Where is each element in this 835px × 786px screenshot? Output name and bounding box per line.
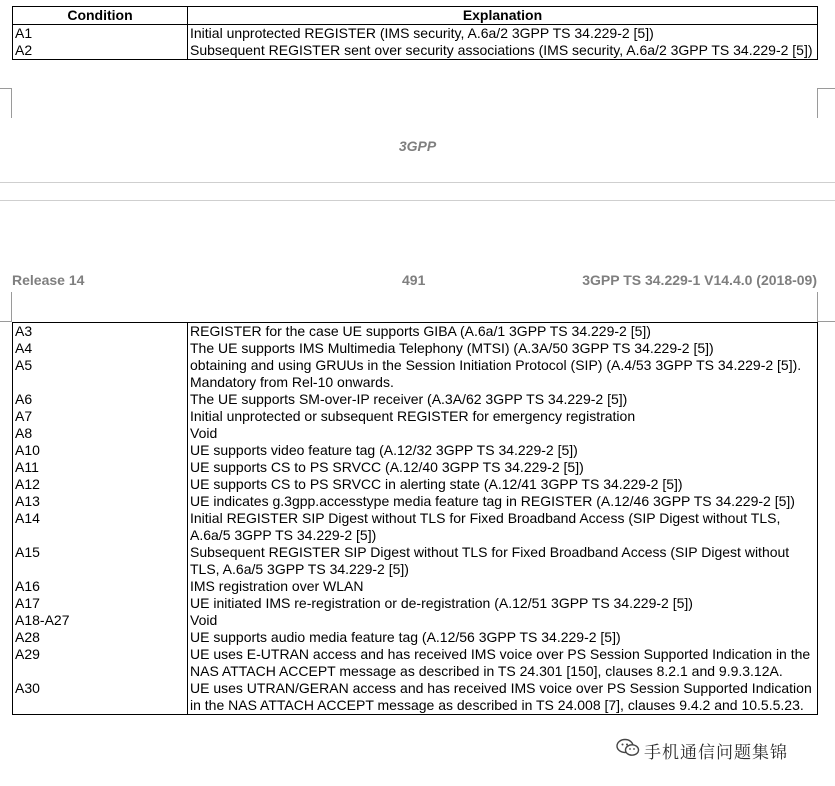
explanation-cell: UE indicates g.3gpp.accesstype media feature tag in REGISTER (A.12/46 3GPP TS 34.229-2 [5]) (188, 493, 818, 510)
header-explanation: Explanation (188, 7, 818, 25)
explanation-cell: The UE supports IMS Multimedia Telephony (MTSI) (A.3A/50 3GPP TS 34.229-2 [5]) (188, 340, 818, 357)
explanation-cell: Void (188, 425, 818, 442)
table-row (13, 408, 818, 425)
condition-cell: A4 (13, 340, 188, 357)
condition-cell: A13 (13, 493, 188, 510)
condition-cell: A12 (13, 476, 188, 493)
condition-cell: A30 (13, 680, 188, 715)
table-row (13, 476, 818, 493)
condition-cell: A18-A27 (13, 612, 188, 629)
explanation-cell: IMS registration over WLAN (188, 578, 818, 595)
explanation-cell: obtaining and using GRUUs in the Session Initiation Protocol (SIP) (A.4/53 3GPP TS 34.229-2 [5]). Mandatory from Rel-10 onwards. (188, 357, 818, 391)
table-row (13, 25, 818, 43)
explanation-cell: UE supports video feature tag (A.12/32 3GPP TS 34.229-2 [5]) (188, 442, 818, 459)
condition-cell: A11 (13, 459, 188, 476)
watermark-text: 手机通信问题集锦 (644, 742, 788, 762)
table-row (13, 493, 818, 510)
condition-cell: A5 (13, 357, 188, 391)
table-row (13, 340, 818, 357)
table-row (13, 323, 818, 341)
condition-cell: A1 (13, 25, 188, 43)
header-release: Release 14 (12, 272, 85, 288)
explanation-cell: Initial unprotected or subsequent REGISTER for emergency registration (188, 408, 818, 425)
table-row (13, 425, 818, 442)
table-row (13, 510, 818, 544)
explanation-cell: Initial unprotected REGISTER (IMS security, A.6a/2 3GPP TS 34.229-2 [5]) (188, 25, 818, 43)
explanation-cell: UE supports audio media feature tag (A.12/56 3GPP TS 34.229-2 [5]) (188, 629, 818, 646)
crop-mark (817, 292, 835, 322)
condition-cell: A3 (13, 323, 188, 341)
conditions-table-bottom (12, 322, 818, 715)
crop-mark (0, 292, 12, 322)
explanation-cell: UE supports CS to PS SRVCC in alerting state (A.12/41 3GPP TS 34.229-2 [5]) (188, 476, 818, 493)
crop-mark (0, 88, 12, 118)
table-row (13, 391, 818, 408)
condition-cell: A16 (13, 578, 188, 595)
page-header (12, 272, 817, 292)
explanation-cell: UE initiated IMS re-registration or de-registration (A.12/51 3GPP TS 34.229-2 [5]) (188, 595, 818, 612)
header-spec-title: 3GPP TS 34.229-1 V14.4.0 (2018-09) (582, 272, 817, 288)
table-row (13, 459, 818, 476)
wechat-logo-icon (616, 738, 640, 763)
table-row (13, 442, 818, 459)
explanation-cell: Subsequent REGISTER sent over security associations (IMS security, A.6a/2 3GPP TS 34.229-2 [5]) (188, 42, 818, 60)
explanation-cell: Subsequent REGISTER SIP Digest without TLS for Fixed Broadband Access (SIP Digest without TLS, A.6a/5 3GPP TS 34.229-2 [5]) (188, 544, 818, 578)
condition-cell: A17 (13, 595, 188, 612)
condition-cell: A29 (13, 646, 188, 680)
table-row (13, 629, 818, 646)
table-row (13, 544, 818, 578)
page-divider (0, 182, 835, 183)
crop-mark (817, 88, 835, 118)
condition-cell: A15 (13, 544, 188, 578)
condition-cell: A10 (13, 442, 188, 459)
explanation-cell: The UE supports SM-over-IP receiver (A.3A/62 3GPP TS 34.229-2 [5]) (188, 391, 818, 408)
explanation-cell: UE supports CS to PS SRVCC (A.12/40 3GPP TS 34.229-2 [5]) (188, 459, 818, 476)
table-header-row (13, 7, 818, 25)
explanation-cell: Initial REGISTER SIP Digest without TLS for Fixed Broadband Access (SIP Digest without TLS, A.6a/5 3GPP TS 34.229-2 [5]) (188, 510, 818, 544)
condition-cell: A2 (13, 42, 188, 60)
condition-cell: A14 (13, 510, 188, 544)
explanation-cell: UE uses E-UTRAN access and has received IMS voice over PS Session Supported Indication in the NAS ATTACH ACCEPT message as described in TS 24.301 [150], clauses 8.2.1 and 9.9.3.12A. (188, 646, 818, 680)
watermark (616, 737, 812, 763)
header-condition: Condition (13, 7, 188, 25)
condition-cell: A28 (13, 629, 188, 646)
table-row (13, 42, 818, 60)
explanation-cell: Void (188, 612, 818, 629)
explanation-cell: REGISTER for the case UE supports GIBA (A.6a/1 3GPP TS 34.229-2 [5]) (188, 323, 818, 341)
table-row (13, 646, 818, 680)
table-row (13, 595, 818, 612)
header-page-number: 491 (402, 272, 426, 288)
condition-cell: A6 (13, 391, 188, 408)
table-row (13, 680, 818, 715)
explanation-cell: UE uses UTRAN/GERAN access and has received IMS voice over PS Session Supported Indication in the NAS ATTACH ACCEPT message as described in TS 24.008 [7], clauses 9.4.2 and 10.5.5.23. (188, 680, 818, 715)
condition-cell: A8 (13, 425, 188, 442)
condition-cell: A7 (13, 408, 188, 425)
page-divider (0, 200, 835, 201)
page-footer-3gpp: 3GPP (398, 138, 437, 154)
table-row (13, 578, 818, 595)
table-row (13, 612, 818, 629)
table-row (13, 357, 818, 391)
conditions-table-top (12, 6, 818, 60)
